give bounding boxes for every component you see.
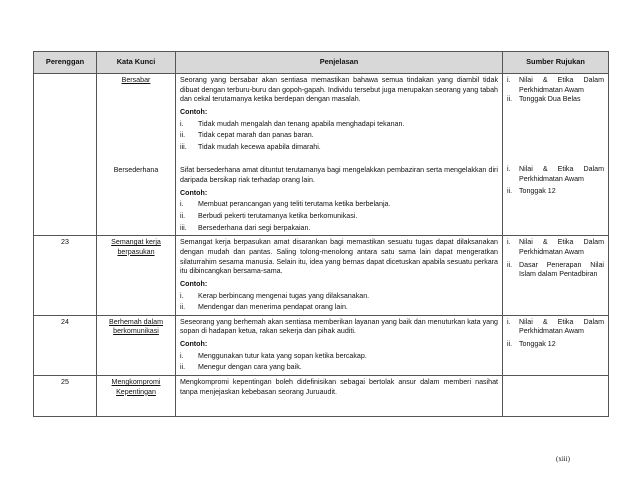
header-sumber-rujukan: Sumber Rujukan bbox=[503, 52, 609, 74]
source-text: Tonggak Dua Belas bbox=[519, 95, 581, 104]
row-number bbox=[34, 74, 97, 236]
example-text: Kerap berbincang mengenai tugas yang dilaksanakan. bbox=[198, 291, 370, 300]
source-item bbox=[507, 238, 604, 257]
example-num: ii. bbox=[180, 212, 186, 221]
keyword: Bersederhana bbox=[113, 165, 159, 174]
source-item bbox=[507, 187, 604, 197]
contoh-label: Contoh: bbox=[180, 107, 208, 116]
keyword-cell bbox=[97, 315, 176, 375]
keyword: Bersabar bbox=[121, 76, 151, 84]
example-num: iii. bbox=[180, 142, 187, 151]
example-item bbox=[180, 224, 498, 234]
source-num: ii. bbox=[507, 95, 513, 104]
source-cell bbox=[503, 74, 609, 236]
example-num: ii. bbox=[180, 363, 186, 372]
contoh-label: Contoh: bbox=[180, 279, 208, 288]
example-text: Berbudi pekerti terutamanya ketika berkomunikasi. bbox=[198, 212, 358, 221]
example-num: i. bbox=[180, 291, 184, 300]
contoh-label: Contoh: bbox=[180, 188, 208, 197]
row-number: 23 bbox=[34, 236, 97, 315]
example-text: Menegur dengan cara yang baik. bbox=[198, 363, 302, 372]
example-item bbox=[180, 143, 498, 153]
keyword: Mengkompromi Kepentingan bbox=[111, 378, 161, 396]
table-row bbox=[34, 315, 609, 375]
description: Sifat bersederhana amat dituntut terutamanya bagi mengelakkan pembaziran serta mengelakkan diri daripada bersikap riak terhadap orang lain. bbox=[180, 166, 498, 185]
example-text: Mendengar dan menerima pendapat orang lain. bbox=[198, 303, 348, 312]
example-item bbox=[180, 363, 498, 373]
source-num: i. bbox=[507, 76, 511, 84]
example-num: ii. bbox=[180, 303, 186, 312]
header-penjelasan: Penjelasan bbox=[176, 52, 503, 74]
example-text: Membuat perancangan yang teliti terutama ketika berbelanja. bbox=[198, 200, 391, 209]
example-num: i. bbox=[180, 200, 184, 209]
source-cell bbox=[503, 236, 609, 315]
table-row bbox=[34, 236, 609, 315]
source-text: Dasar Penerapan Nilai Islam dalam Pentadbiran bbox=[519, 260, 604, 279]
source-cell bbox=[503, 315, 609, 375]
source-text: Tonggak 12 bbox=[519, 340, 556, 349]
example-num: iii. bbox=[180, 223, 187, 232]
example-item bbox=[180, 200, 498, 210]
example-item bbox=[180, 352, 498, 362]
keyword: Semangat kerja berpasukan bbox=[111, 238, 161, 256]
example-item bbox=[180, 120, 498, 130]
source-item bbox=[507, 165, 604, 184]
source-num: ii. bbox=[507, 187, 513, 196]
header-kata-kunci: Kata Kunci bbox=[97, 52, 176, 74]
source-text: Nilai & Etika Dalam Perkhidmatan Awam bbox=[519, 317, 604, 336]
source-item bbox=[507, 340, 604, 350]
table-row bbox=[34, 376, 609, 417]
source-cell bbox=[503, 376, 609, 417]
header-perenggan: Perenggan bbox=[34, 52, 97, 74]
example-num: ii. bbox=[180, 131, 186, 140]
table-row bbox=[34, 74, 609, 236]
example-num: i. bbox=[180, 351, 184, 360]
description-cell bbox=[176, 315, 503, 375]
source-num: i. bbox=[507, 238, 511, 247]
keyword: Berhemah dalam berkomunikasi bbox=[108, 317, 164, 336]
contoh-label: Contoh: bbox=[180, 340, 208, 349]
example-item bbox=[180, 303, 498, 313]
row-number: 24 bbox=[34, 315, 97, 375]
example-text: Tidak mudah kecewa apabila dimarahi. bbox=[198, 142, 321, 151]
values-table bbox=[33, 51, 609, 417]
description: Seorang yang bersabar akan sentiasa memastikan bahawa semua tindakan yang diambil tidak dibuat dengan terburu-buru dan gopoh-gapah. Individu tersebut juga merupakan seorang yang tabah dan cekal terutamanya ketika berdepan dengan masalah. bbox=[180, 76, 498, 104]
example-item bbox=[180, 292, 498, 302]
source-num: i. bbox=[507, 164, 511, 173]
keyword-cell bbox=[97, 376, 176, 417]
example-item bbox=[180, 131, 498, 141]
description-cell bbox=[176, 74, 503, 236]
source-item bbox=[507, 318, 604, 337]
row-number: 25 bbox=[34, 376, 97, 417]
description-cell bbox=[176, 376, 503, 417]
source-item bbox=[507, 95, 604, 105]
keyword-cell bbox=[97, 74, 176, 236]
description: Mengkompromi kepentingan boleh didefinisikan sebagai bertolak ansur dalam memberi nasihat tanpa menjejaskan kebebasan seorang Juruaudit. bbox=[180, 378, 498, 396]
example-text: Tidak mudah mengalah dan tenang apabila menghadapi tekanan. bbox=[198, 119, 405, 128]
description-cell bbox=[176, 236, 503, 315]
example-text: Tidak cepat marah dan panas baran. bbox=[198, 131, 314, 140]
source-text: Nilai & Etika Dalam Perkhidmatan Awam bbox=[519, 164, 604, 183]
source-text: Tonggak 12 bbox=[519, 187, 556, 196]
source-num: ii. bbox=[507, 340, 513, 349]
description: Seseorang yang berhemah akan sentiasa memberikan layanan yang baik dan menuturkan kata yang sopan di hadapan ketua, rakan sekerja dan pihak auditi. bbox=[180, 317, 498, 336]
keyword-cell bbox=[97, 236, 176, 315]
source-text: Nilai & Etika Dalam Perkhidmatan Awam bbox=[519, 238, 604, 256]
example-text: Menggunakan tutur kata yang sopan ketika bercakap. bbox=[198, 351, 367, 360]
source-item bbox=[507, 261, 604, 280]
header-row bbox=[34, 52, 609, 74]
page-number: (xiii) bbox=[556, 455, 570, 463]
description: Semangat kerja berpasukan amat disarankan bagi memastikan sesuatu tugas dapat dilaksanakan dengan mudah dan pantas. Saling tolong-menolong antara satu sama lain dapat mengeratkan silaturrahim sesama manusia. Selain itu, idea yang bernas dapat dicetuskan apabila sesuatu perkara itu dibincangkan bersama-sama. bbox=[180, 238, 498, 276]
source-text: Nilai & Etika Dalam Perkhidmatan Awam bbox=[519, 76, 604, 94]
source-item bbox=[507, 76, 604, 95]
source-num: i. bbox=[507, 317, 511, 326]
example-num: i. bbox=[180, 119, 184, 128]
example-text: Bersederhana dari segi berpakaian. bbox=[198, 223, 311, 232]
source-num: ii. bbox=[507, 260, 513, 269]
example-item bbox=[180, 212, 498, 222]
